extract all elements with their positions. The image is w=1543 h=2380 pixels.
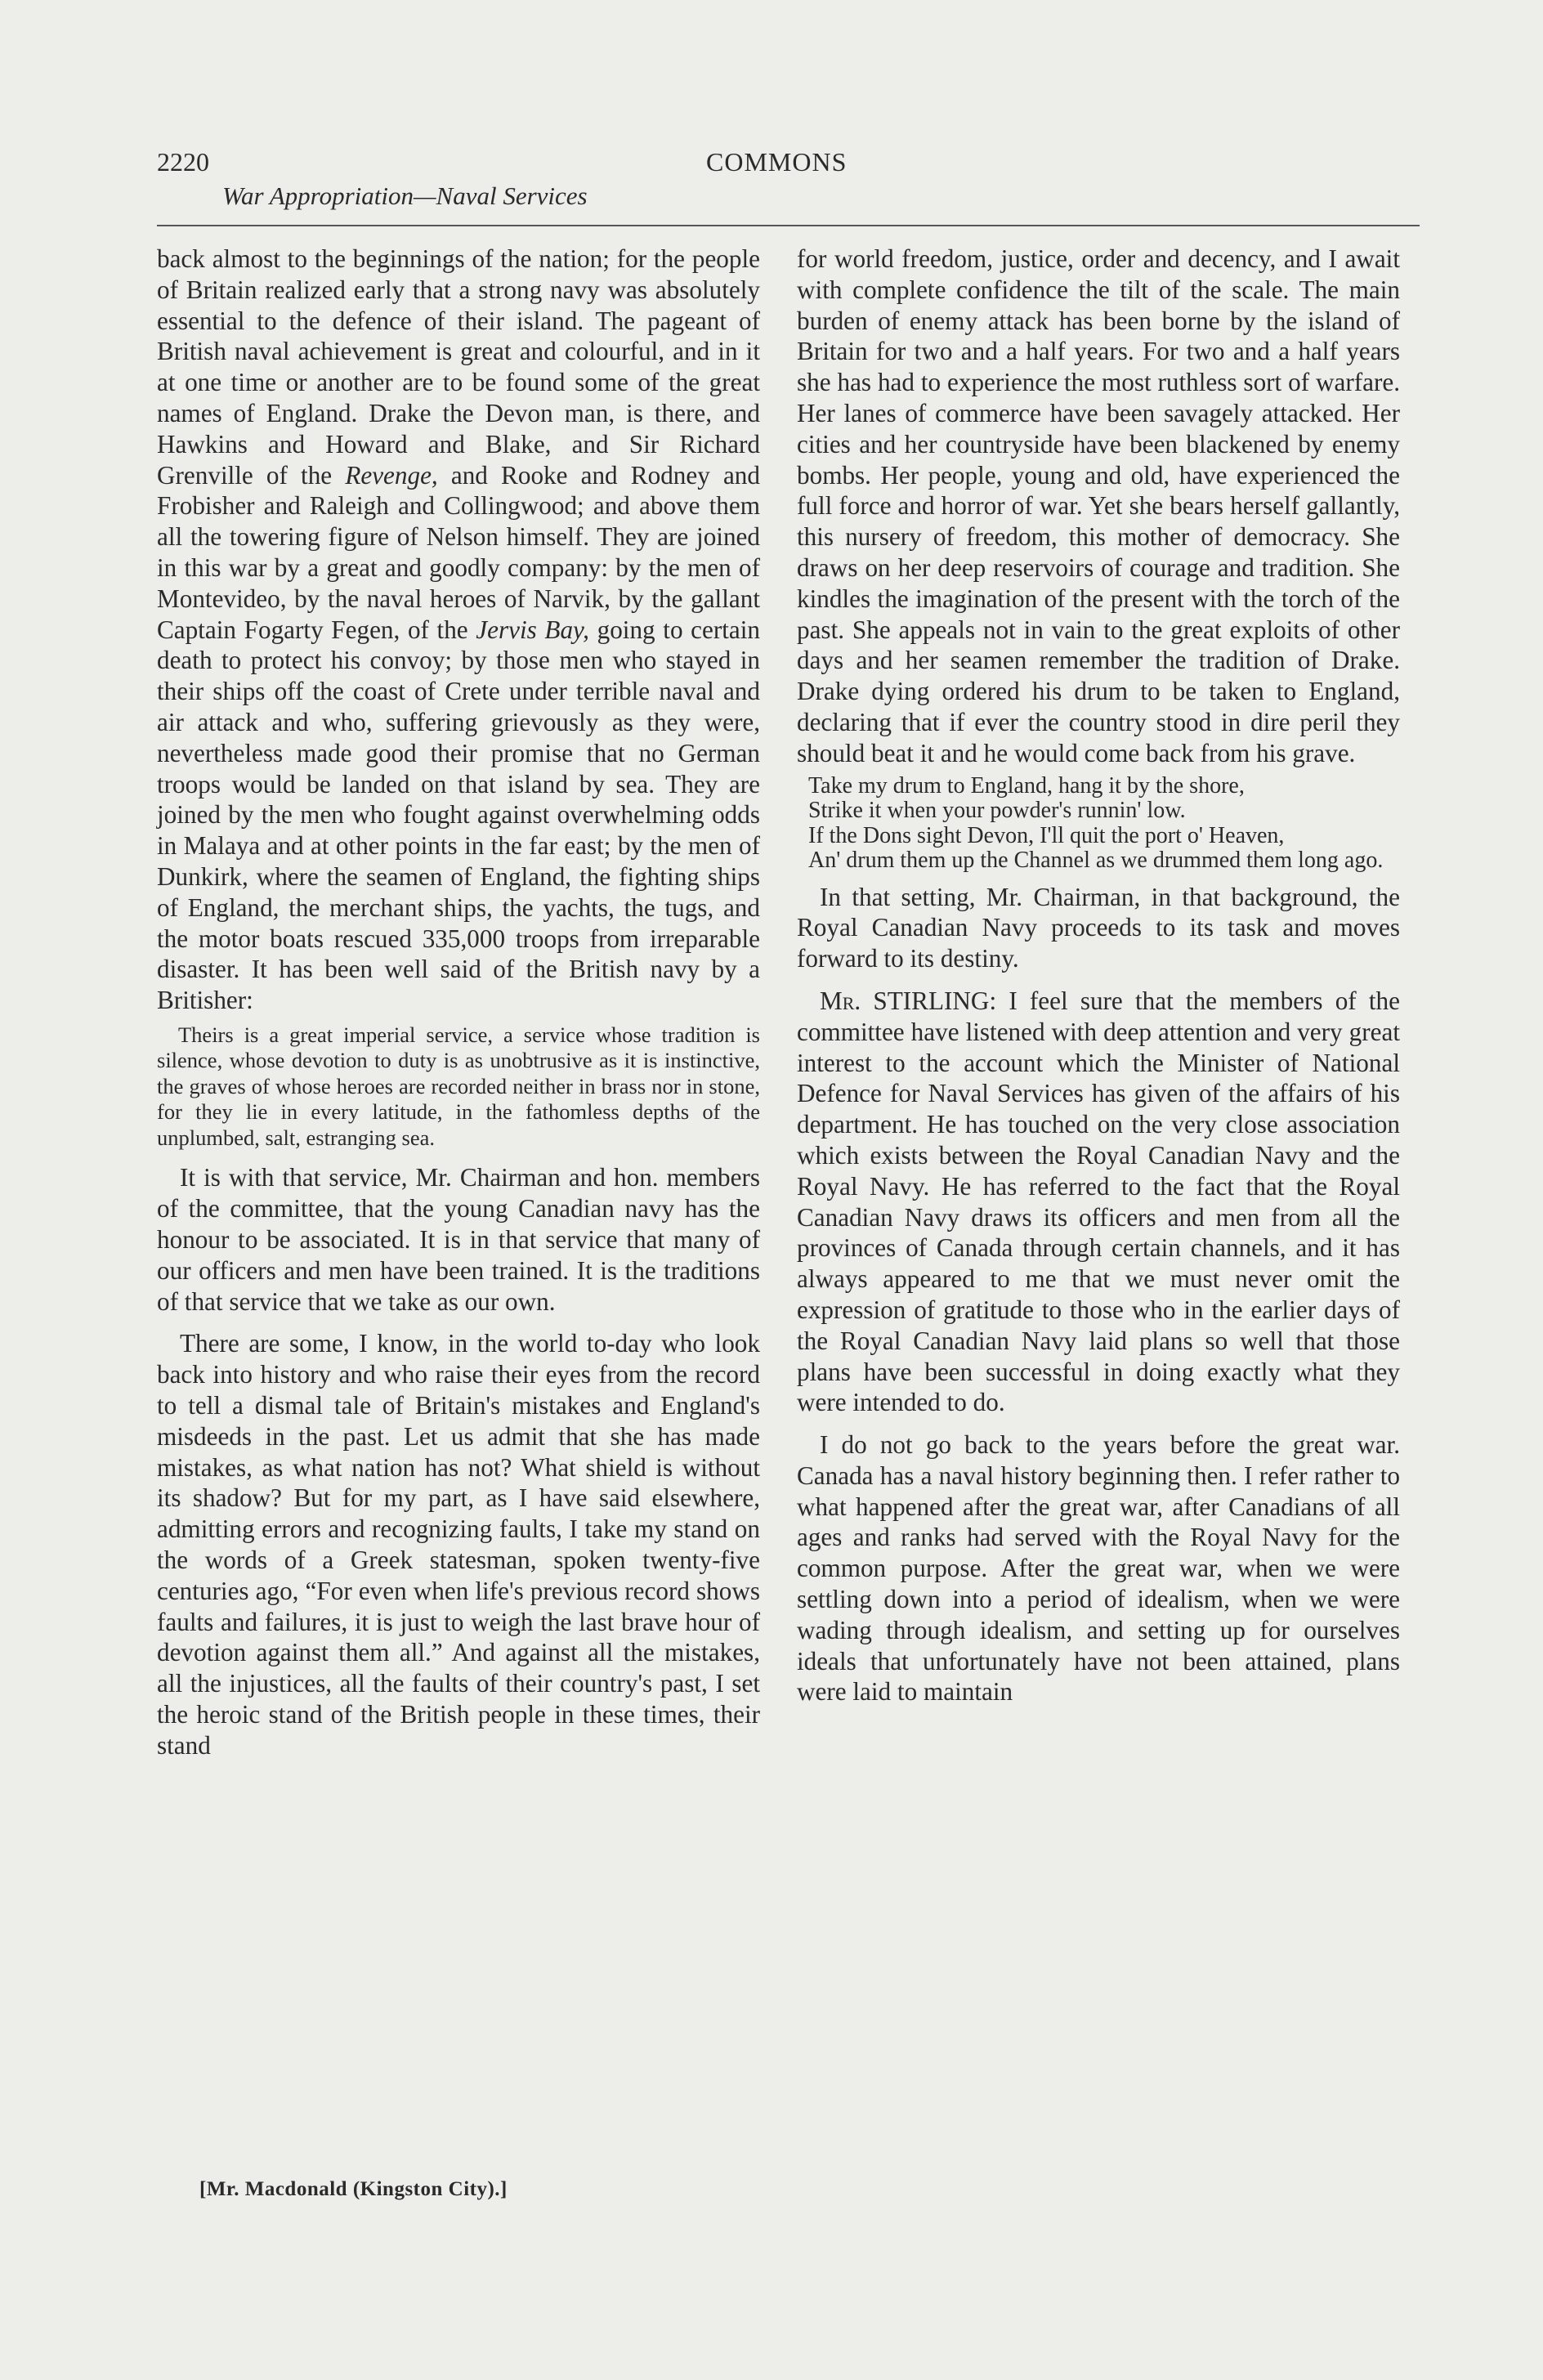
speaker-name: Mr. STIRLING: — [820, 986, 997, 1015]
poem-quote — [797, 774, 1400, 874]
paragraph: There are some, I know, in the world to-day who look back into history and who raise their eyes from the record to tell a dismal tale of Britain's mistakes and England's misdeeds in the past. Let us admit that she has made mistakes, as what nation has not? What shield is without its shadow? But for my part, as I have said elsewhere, admitting errors and recognizing faults, I take my stand on the words of a Greek statesman, spoken twenty-five centuries ago, “For even when life's previous record shows faults and failures, it is just to weigh the last brave hour of devotion against them all.” And against all the mistakes, all the injustices, all the faults of their country's past, I set the heroic stand of the British people in these times, their stand — [157, 1329, 760, 1760]
poem-line: Take my drum to England, hang it by the shore, — [808, 772, 1245, 799]
paragraph: I do not go back to the years before the great war. Canada has a naval history beginning then. I refer rather to what happened after the great war, after Canadians of all ages and ranks had served with the Royal Navy for the common purpose. After the great war, when we were settling down into a period of idealism, when we were wading through idealism, and setting up for ourselves ideals that unfortunately have not been attained, plans were laid to maintain — [797, 1430, 1400, 1707]
ship-name-revenge: Revenge, — [345, 460, 438, 490]
paragraph-text: going to certain death to protect his convoy; by those men who stayed in their ships off the coast of Crete under terrible naval and air attack and who, suffering grievously as they were, nevertheless made good their promise that no German troops would be landed on that island by sea. They are joined by the men who fought against overwhelming odds in Malaya and at other points in the far east; by the men of Dunkirk, where the seamen of England, the fighting ships of England, the merchant ships, the yachts, the tugs, and the motor boats rescued 335,000 troops from irreparable disaster. It has been well said of the British navy by a Britisher: — [157, 615, 761, 1015]
paragraph: It is with that service, Mr. Chairman and hon. members of the committee, that the young Canadian navy has the honour to be associated. It is in that service that many of our officers and men have been trained. It is the traditions of that service that we take as our own. — [157, 1163, 760, 1316]
paragraph — [797, 986, 1400, 1418]
paragraph: In that setting, Mr. Chairman, in that background, the Royal Canadian Navy proceeds to its task and moves forward to its destiny. — [797, 882, 1400, 973]
speaker-attribution: [Mr. Macdonald (Kingston City).] — [199, 2178, 508, 2200]
ship-name-jervis-bay: Jervis Bay, — [476, 615, 589, 644]
paragraph-text: back almost to the beginnings of the nation; for the people of Britain realized early that a strong navy was absolutely essential to the defence of their island. The pageant of British naval achievement is great and colourful, and in it at one time or another are to be found some of the great names of England. Drake the Devon man, is there, and Hawkins and Howard and Blake, and Sir Richard Grenville of the — [157, 244, 760, 490]
block-quote: Theirs is a great imperial service, a service whose tradition is silence, whose devotion to duty is as unobtrusive as it is instinctive, the graves of whose heroes are recorded neither in brass nor in stone, for they lie in every latitude, in the fathomless depths of the unplumbed, salt, estranging sea. — [157, 1022, 760, 1150]
paragraph-text: I feel sure that the members of the committee have listened with deep attention and very great interest to the account which the Minister of National Defence for Naval Services has given of the affairs of his department. He has touched on the very close association which exists between the Royal Canadian Navy and the Royal Navy. He has referred to the fact that the Royal Canadian Navy draws its officers and men from all the provinces of Canada through certain channels, and it has always appeared to me that we must never omit the expression of gratitude to those who in the earlier days of the Royal Canadian Navy laid plans so well that those plans have been successful in doing exactly what they were intended to do. — [797, 986, 1400, 1417]
left-column — [157, 244, 760, 1761]
header-rule — [157, 225, 1420, 226]
page-number: 2220 — [157, 147, 209, 177]
poem-line: Strike it when your powder's runnin' low. — [808, 798, 1186, 824]
page-title: COMMONS — [706, 147, 848, 177]
running-subtitle: War Appropriation—Naval Services — [222, 181, 588, 210]
paragraph-text: and Rooke and Rodney and Frobisher and Raleigh and Collingwood; and above them all the towering figure of Nelson himself. They are joined in this war by a great and goodly company: by the men of Montevideo, by the naval heroes of Narvik, by the gallant Captain Fogarty Fegen, of the — [157, 460, 760, 644]
paragraph: for world freedom, justice, order and decency, and I await with complete confidence the tilt of the scale. The main burden of enemy attack has been borne by the island of Britain for two and a half years. For two and a half years she has had to experience the most ruthless sort of warfare. Her lanes of commerce have been savagely attacked. Her cities and her countryside have been blackened by enemy bombs. Her people, young and old, have experienced the full force and horror of war. Yet she bears herself gallantly, this nursery of freedom, this mother of democracy. She draws on her deep reservoirs of courage and tradition. She kindles the imagination of the present with the torch of the past. She appeals not in vain to the great exploits of other days and her seamen remember the tradition of Drake. Drake dying ordered his drum to be taken to England, declaring that if ever the country stood in dire peril they should beat it and he would come back from his grave. — [797, 244, 1400, 767]
poem-line: If the Dons sight Devon, I'll quit the port o' Heaven, — [808, 822, 1285, 848]
paragraph — [157, 244, 760, 1016]
right-column — [797, 244, 1400, 1707]
poem-line: An' drum them up the Channel as we drummed them long ago. — [808, 848, 1384, 874]
